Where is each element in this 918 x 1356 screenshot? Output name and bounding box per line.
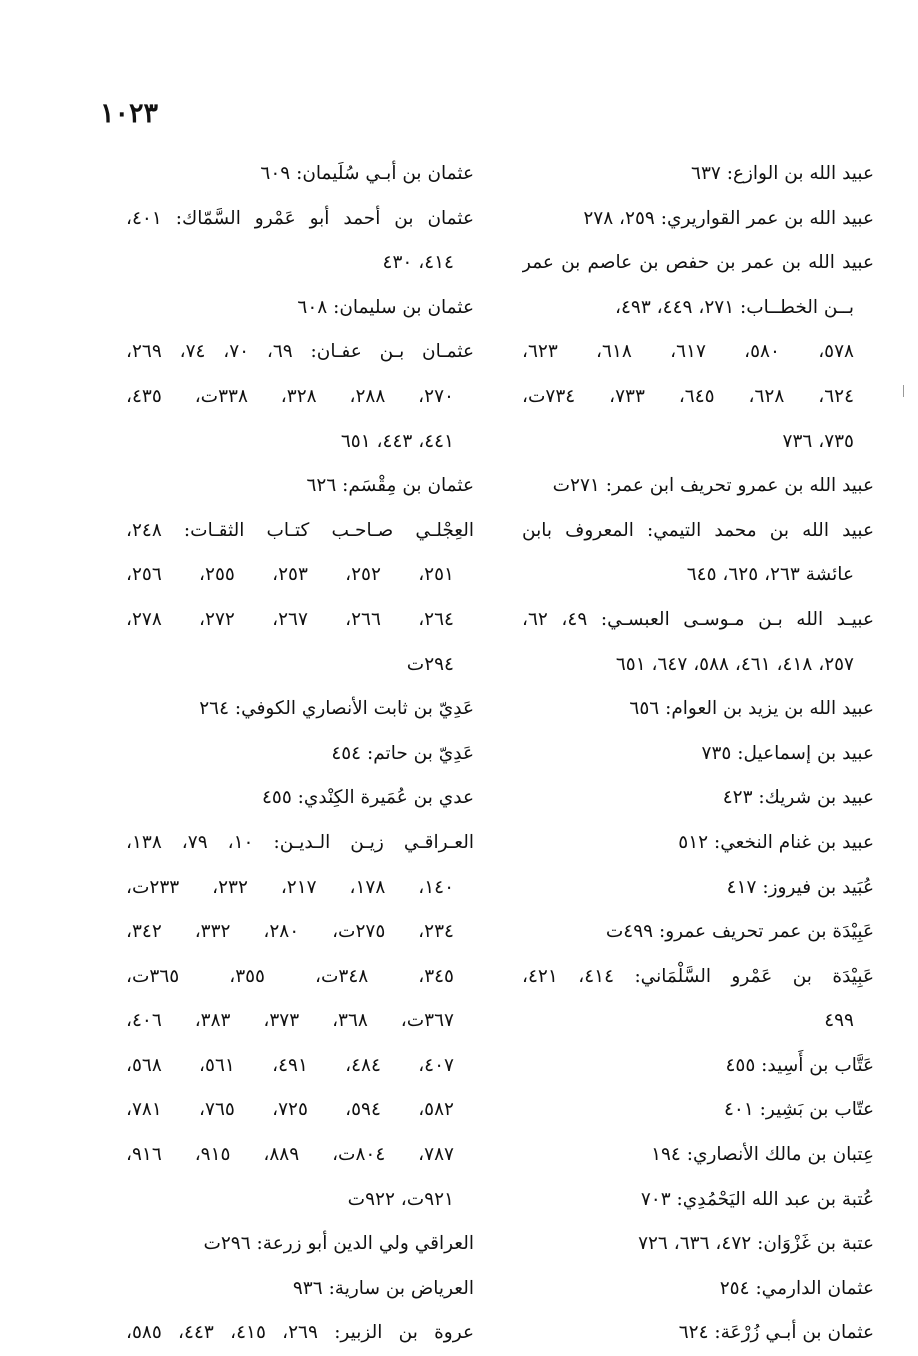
index-entry-line: عتبة بن غَزْوَان: ٤٧٢، ٦٣٦، ٧٢٦: [638, 1233, 874, 1255]
index-entry-line: ٣٤٥، ٣٤٨ت، ٣٥٥، ٣٦٥ت،: [126, 965, 454, 987]
index-entry-line: عتّاب بن بَشِير: ٤٠١: [723, 1099, 874, 1121]
index-entry-line: عَدِيّ بن ثابت الأنصاري الكوفي: ٢٦٤: [199, 698, 474, 720]
index-entry-line: ٣٦٧ت، ٣٦٨، ٣٧٣، ٣٨٣، ٤٠٦،: [126, 1010, 454, 1032]
index-entry-line: عثمان الدارمي: ٢٥٤: [719, 1277, 874, 1299]
index-entry-line: عبيـد الله بـن مـوسـى العبسـي: ٤٩، ٦٢،: [522, 608, 874, 630]
index-column-right: [522, 152, 874, 1356]
index-entry-line: ٢٩٤ت: [406, 653, 454, 675]
index-entry-line: ٢٥٧، ٤١٨، ٤٦١، ٥٨٨، ٦٤٧، ٦٥١: [615, 653, 854, 675]
index-entry-line: ٢٧٠، ٢٨٨، ٣٢٨، ٣٣٨ت، ٤٣٥،: [126, 385, 454, 407]
index-entry-line: عُبَيد بن فيروز: ٤١٧: [726, 876, 874, 898]
index-entry-line: عِتبان بن مالك الأنصاري: ١٩٤: [651, 1144, 874, 1166]
index-entry-line: عثمان بن أحمد أبو عَمْرو السَّمّاك: ٤٠١،: [126, 207, 474, 229]
index-entry-line: ٧٨٧، ٨٠٤ت، ٨٨٩، ٩١٥، ٩١٦،: [126, 1144, 454, 1166]
index-entry-line: عبيد بن إسماعيل: ٧٣٥: [701, 742, 874, 764]
index-entry-line: عبيد بن شريك: ٤٢٣: [722, 787, 874, 809]
index-entry-line: عثمـان بـن عفـان: ٦٩، ٧٠، ٧٤، ٢٦٩،: [126, 341, 474, 363]
index-entry-line: ٢٣٤، ٢٧٥ت، ٢٨٠، ٣٣٢، ٣٤٢،: [126, 921, 454, 943]
index-entry-line: عثمان بن مِقْسَم: ٦٢٦: [306, 475, 474, 497]
index-entry-line: العراقي ولي الدين أبو زرعة: ٢٩٦ت: [203, 1233, 474, 1255]
index-entry-line: عبيد الله بن الوازع: ٦٣٧: [691, 163, 874, 184]
index-entry-line: عبيد الله بن محمد التيمي: المعروف بابن: [522, 519, 874, 541]
index-entry-line: عَدِيّ بن حاتم: ٤٥٤: [331, 742, 474, 764]
index-entry-line: ٩٢١ت، ٩٢٢ت: [347, 1188, 454, 1210]
index-entry-line: ٥٨٢، ٥٩٤، ٧٢٥، ٧٦٥، ٧٨١،: [126, 1099, 454, 1121]
index-entry-line: ٦٢٤، ٦٢٨، ٦٤٥، ٧٣٣، ٧٣٤ت،: [522, 385, 855, 407]
index-entry-line: عَبِيْدَة بن عَمْرو السَّلْمَاني: ٤١٤، ٤٢١،: [522, 965, 874, 987]
index-entry-line: عائشة ٢٦٣، ٦٢٥، ٦٤٥: [686, 564, 854, 586]
index-entry-line: العِجْلـي صـاحـب كتـاب الثقـات: ٢٤٨،: [126, 519, 474, 541]
index-entry-line: عَتَّاب بن أَسِيد: ٤٥٥: [725, 1054, 874, 1076]
index-entry-line: العـراقـي زيـن الـديـن: ١٠، ٧٩، ١٣٨،: [126, 831, 474, 853]
index-entry-line: ٤٠٧، ٤٨٤، ٤٩١، ٥٦١، ٥٦٨،: [126, 1054, 454, 1076]
index-entry-line: عبيد الله بن عمر القواريري: ٢٥٩، ٢٧٨: [583, 207, 874, 229]
index-entry-line: عبيد بن غنام النخعي: ٥١٢: [678, 831, 874, 853]
index-entry-line: عثمان بن سليمان: ٦٠٨: [297, 296, 474, 318]
index-entry-line: ٧٣٥، ٧٣٦: [782, 430, 854, 452]
index-entry-line: ٤١٤، ٤٣٠: [382, 252, 454, 274]
index-entry-line: بــن الخطــاب: ٢٧١، ٤٤٩، ٤٩٣،: [615, 296, 854, 318]
index-entry-line: عبيد الله بن عمر بن حفص بن عاصم بن عمر: [522, 252, 874, 274]
index-entry-line: عبيد الله بن عمرو تحريف ابن عمر: ٢٧١ت: [552, 475, 874, 497]
index-entry-line: عثمان بن أبـي سُلَيمان: ٦٠٩: [260, 163, 474, 184]
index-entry-line: العرياض بن سارية: ٩٣٦: [292, 1277, 474, 1299]
index-entry-line: ٥٧٨، ٥٨٠، ٦١٧، ٦١٨، ٦٢٣،: [522, 341, 854, 363]
page-number: ١٠٢٣: [100, 98, 159, 129]
index-entry-line: ٢٥١، ٢٥٢، ٢٥٣، ٢٥٥، ٢٥٦،: [126, 564, 454, 586]
index-column-left: [126, 152, 474, 1356]
index-entry-line: عُتبة بن عبد الله اليَحْمُدِي: ٧٠٣: [640, 1188, 874, 1210]
index-entry-line: عثمان بن أبـي زُرْعَة: ٦٢٤: [678, 1322, 874, 1344]
index-entry-line: عبيد الله بن يزيد بن العوام: ٦٥٦: [629, 698, 874, 720]
index-entry-line: عدي بن عُمَيرة الكِنْدي: ٤٥٥: [261, 787, 474, 809]
index-entry-line: ٤٤١، ٤٤٣، ٦٥١: [340, 430, 454, 452]
binding-mark: [903, 385, 904, 397]
index-entry-line: ١٤٠، ١٧٨، ٢١٧، ٢٣٢، ٢٣٣ت،: [126, 876, 455, 898]
index-entry-line: عروة بن الزبير: ٢٦٩، ٤١٥، ٤٤٣، ٥٨٥،: [126, 1322, 474, 1344]
index-entry-line: عَبِيْدَة بن عمر تحريف عمرو: ٤٩٩ت: [605, 921, 874, 943]
index-entry-line: ٢٦٤، ٢٦٦، ٢٦٧، ٢٧٢، ٢٧٨،: [126, 608, 454, 630]
index-entry-line: ٤٩٩: [824, 1010, 854, 1032]
